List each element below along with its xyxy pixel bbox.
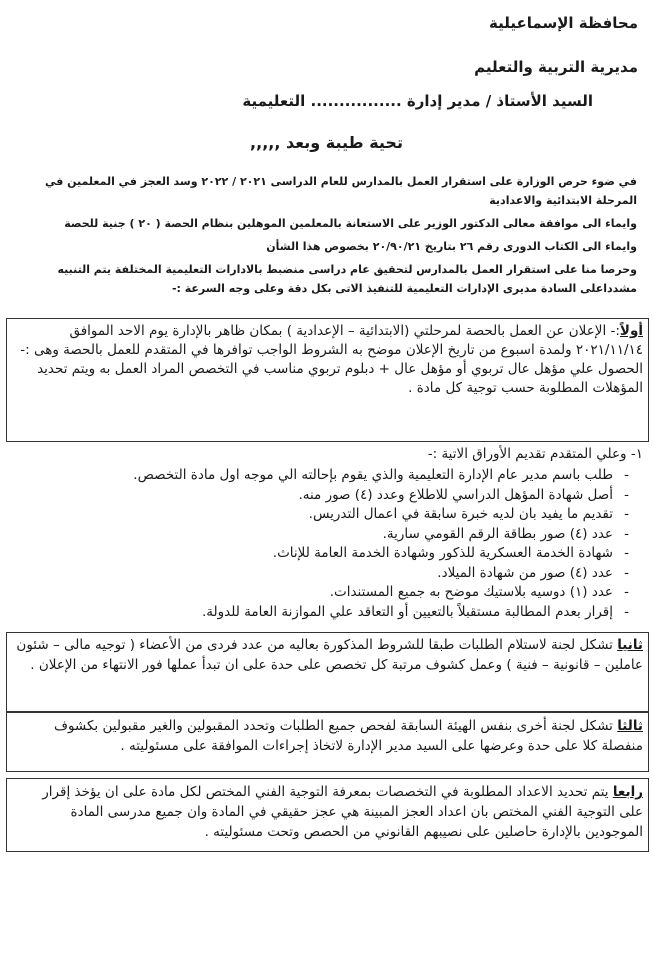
intro-paragraphs bbox=[21, 172, 637, 302]
requirement-item: - عدد (١) دوسيه بلاستيك موضح به جميع المستندات. bbox=[28, 583, 643, 603]
section-3 bbox=[15, 716, 643, 756]
requirement-item: - طلب باسم مدير عام الإدارة التعليمية والذي يقوم بإحالته الي موجه اول مادة التخصص. bbox=[28, 466, 643, 486]
requirement-item: - عدد (٤) صور من شهادة الميلاد. bbox=[28, 564, 643, 584]
governorate-heading: محافظة الإسماعيلية bbox=[489, 14, 638, 32]
section-1-announcement bbox=[15, 322, 643, 360]
section-key: أولاً bbox=[619, 323, 643, 339]
section-1 bbox=[15, 322, 643, 398]
section-2 bbox=[15, 636, 643, 675]
section-1-condition: الحصول علي مؤهل عال تربوي أو مؤهل عال + دبلوم تربوي مناسب في التخصص المراد العمل به ويتم تحديد المؤهلات المطلوبة حسب توجية كل مادة . bbox=[37, 361, 643, 396]
requirement-item: - أصل شهادة المؤهل الدراسي للاطلاع وعدد (٤) صور منه. bbox=[28, 486, 643, 506]
intro-paragraph: وايماء الى الكتاب الدورى رقم ٢٦ بتاريخ ٢٠/٩٠/٢١ بخصوص هذا الشأن bbox=[266, 240, 637, 253]
section-key: ثالثا bbox=[617, 718, 643, 734]
requirement-item: - شهادة الخدمة العسكرية للذكور وشهادة الخدمة العامة للإناث. bbox=[28, 544, 643, 564]
section-text: تشكل لجنة لاستلام الطلبات طبقا للشروط المذكورة بعاليه من عدد فردى من الأعضاء ( توجيه مالى – شئون عاملين – قانونية – فنية ) وعمل كشوف مرتبة كل تخصص على حدة على ان تبدأ عملها فور الانتهاء من الإعلان . bbox=[16, 637, 643, 673]
requirements-intro: ١- وعلي المتقدم تقديم الأوراق الاتية :- bbox=[427, 446, 643, 462]
intro-paragraph: وايماء الى موافقة معالى الدكتور الوزير على الاستعانة بالمعلمين الموهلين بنظام الحصة ( ٢٠ ) جنية للحصة bbox=[64, 217, 637, 230]
requirement-item: - عدد (٤) صور بطاقة الرقم القومي سارية. bbox=[28, 525, 643, 545]
intro-paragraph: وحرصا منا على استقرار العمل بالمدارس لتحقيق عام دراسى منضبط بالادارات التعليمية المختلفة يتم التنبيه مشدداعلى السادة مديرى الإدارات التعليمية للتنفيذ الاتى بكل دقة وعلى وجه السرعة :- bbox=[57, 263, 637, 295]
requirement-item: - تقديم ما يفيد بان لديه خبرة سابقة في اعمال التدريس. bbox=[28, 505, 643, 525]
requirement-item: - إقرار بعدم المطالبة مستقبلاً بالتعيين أو التعاقد علي الموازنة العامة للدولة. bbox=[28, 603, 643, 623]
intro-paragraph: في ضوء حرص الوزارة على استقرار العمل بالمدارس للعام الدراسى ٢٠٢١ / ٢٠٢٢ وسد العجز في المعلمين في المرحلة الابتدائية والاعدادية bbox=[44, 175, 637, 207]
section-text: :- الإعلان عن العمل بالحصة لمرحلتي (الابتدائية – الإعدادية ) بمكان ظاهر بالإدارة يوم الاحد الموافق ٢٠٢١/١١/١٤ ولمدة اسبوع من تاريخ الإعلان موضح به الشروط الواجب توافرها في المتقدم للعمل بالحصة وهى :- bbox=[20, 323, 643, 358]
section-key: ثانيا bbox=[617, 637, 643, 653]
directorate-heading: مديرية التربية والتعليم bbox=[474, 58, 638, 76]
section-text: يتم تحديد الاعداد المطلوبة في التخصصات بمعرفة التوجية الفني المختص لكل مادة على ان يؤخذ إقرار على التوجية الفني المختص بان اعداد العجز المبينة هي عجز حقيقي في المادة وان جميع مدرسى المادة الموجودين بالإدارة حاصلين على نصيبهم القانوني من الحصص وتحت مسئوليته . bbox=[42, 784, 643, 840]
section-text: تشكل لجنة أخرى بنفس الهيئة السابقة لفحص جميع الطلبات وتحدد المقبولين والغير مقبولين بكشوف منفصلة كلا على حدة وعرضها على السيد مدير الإدارة لاتخاذ إجراءات الموافقة على مسئوليته . bbox=[53, 718, 643, 754]
section-key: رابعا bbox=[612, 784, 643, 800]
addressee-line: السيد الأستاذ / مدير إدارة ................ التعليمية bbox=[242, 92, 593, 110]
section-4 bbox=[15, 782, 643, 842]
greeting: تحية طيبة وبعد ,,,,, bbox=[250, 133, 403, 152]
requirements-list bbox=[28, 466, 643, 622]
